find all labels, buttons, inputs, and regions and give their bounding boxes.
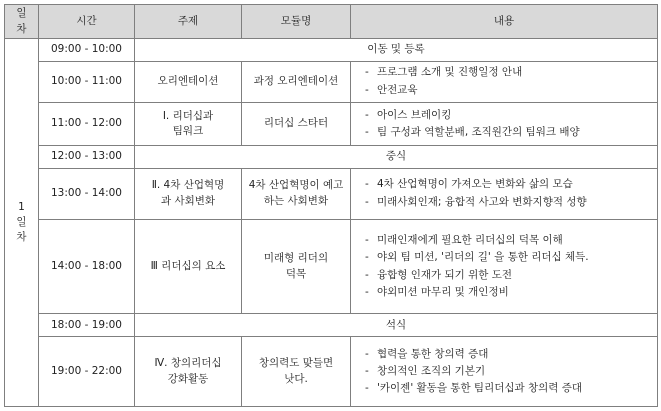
topic-cell: Ⅲ 리더십의 요소	[135, 219, 242, 314]
time-cell: 11:00 - 12:00	[39, 102, 135, 145]
content-list	[355, 233, 653, 300]
content-cell	[351, 219, 658, 314]
list-item: - '카이젠' 활동을 통한 팀리더십과 창의력 증대	[365, 381, 653, 396]
list-item: - 아이스 브레이킹	[365, 108, 653, 123]
table-row	[5, 39, 658, 62]
time-cell: 19:00 - 22:00	[39, 337, 135, 407]
content-list	[355, 108, 653, 140]
list-item: - 안전교육	[365, 83, 653, 98]
content-cell	[351, 102, 658, 145]
module-cell: 리더십 스타터	[242, 102, 351, 145]
topic-cell	[135, 102, 242, 145]
day-label: 1 일 차	[16, 200, 27, 244]
module-text: 4차 산업혁명이 예고 하는 사회변화	[248, 179, 344, 207]
header-day	[5, 5, 39, 39]
list-item: - 미래인재에게 필요한 리더십의 덕목 이해	[365, 233, 653, 248]
module-cell	[242, 168, 351, 219]
topic-cell	[135, 337, 242, 407]
content-list	[355, 347, 653, 397]
list-item: - 협력을 통한 창의력 증대	[365, 347, 653, 362]
header-content: 내용	[351, 5, 658, 39]
schedule-table	[4, 4, 658, 407]
list-item: - 창의적인 조직의 기본기	[365, 364, 653, 379]
header-module: 모듈명	[242, 5, 351, 39]
table-row	[5, 145, 658, 168]
day-cell	[5, 39, 39, 407]
table-row	[5, 168, 658, 219]
time-cell: 09:00 - 10:00	[39, 39, 135, 62]
table-row	[5, 314, 658, 337]
module-text: 미래형 리더의 덕목	[263, 252, 329, 280]
header-topic: 주제	[135, 5, 242, 39]
list-item: - 프로그램 소개 및 진행일정 안내	[365, 65, 653, 80]
time-cell: 10:00 - 11:00	[39, 61, 135, 102]
content-cell	[351, 61, 658, 102]
header-row	[5, 5, 658, 39]
table-row	[5, 337, 658, 407]
list-item: - 야외 팀 미션, '리더의 길' 을 통한 리더십 체득.	[365, 250, 653, 265]
table-row	[5, 102, 658, 145]
topic-cell: 오리엔테이션	[135, 61, 242, 102]
content-list	[355, 65, 653, 97]
topic-text: Ⅳ. 창의리더십 강화활동	[154, 357, 222, 385]
merged-activity-cell: 석식	[135, 314, 658, 337]
table-row	[5, 61, 658, 102]
time-cell: 12:00 - 13:00	[39, 145, 135, 168]
merged-activity-cell: 이동 및 등록	[135, 39, 658, 62]
table-row	[5, 219, 658, 314]
list-item: - 4차 산업혁명이 가져오는 변화와 삶의 모습	[365, 177, 653, 192]
list-item: - 야외미션 마무리 및 개인정비	[365, 285, 653, 300]
time-cell: 13:00 - 14:00	[39, 168, 135, 219]
module-cell	[242, 337, 351, 407]
list-item: - 융합형 인재가 되기 위한 도전	[365, 268, 653, 283]
merged-activity-cell: 중식	[135, 145, 658, 168]
topic-text: Ⅱ. 4차 산업혁명 과 사회변화	[151, 179, 225, 207]
list-item: - 팀 구성과 역할분배, 조직원간의 팀워크 배양	[365, 125, 653, 140]
module-text: 창의력도 맞들면 낫다.	[258, 357, 334, 385]
time-cell: 18:00 - 19:00	[39, 314, 135, 337]
module-cell: 과정 오리엔테이션	[242, 61, 351, 102]
header-time: 시간	[39, 5, 135, 39]
content-cell	[351, 168, 658, 219]
content-list	[355, 177, 653, 209]
header-day-label: 일 차	[16, 7, 27, 35]
module-cell	[242, 219, 351, 314]
topic-cell	[135, 168, 242, 219]
content-cell	[351, 337, 658, 407]
topic-text: Ⅰ. 리더십과 팀워크	[162, 109, 214, 137]
list-item: - 미래사회인재; 융합적 사고와 변화지향적 성향	[365, 195, 653, 210]
time-cell: 14:00 - 18:00	[39, 219, 135, 314]
